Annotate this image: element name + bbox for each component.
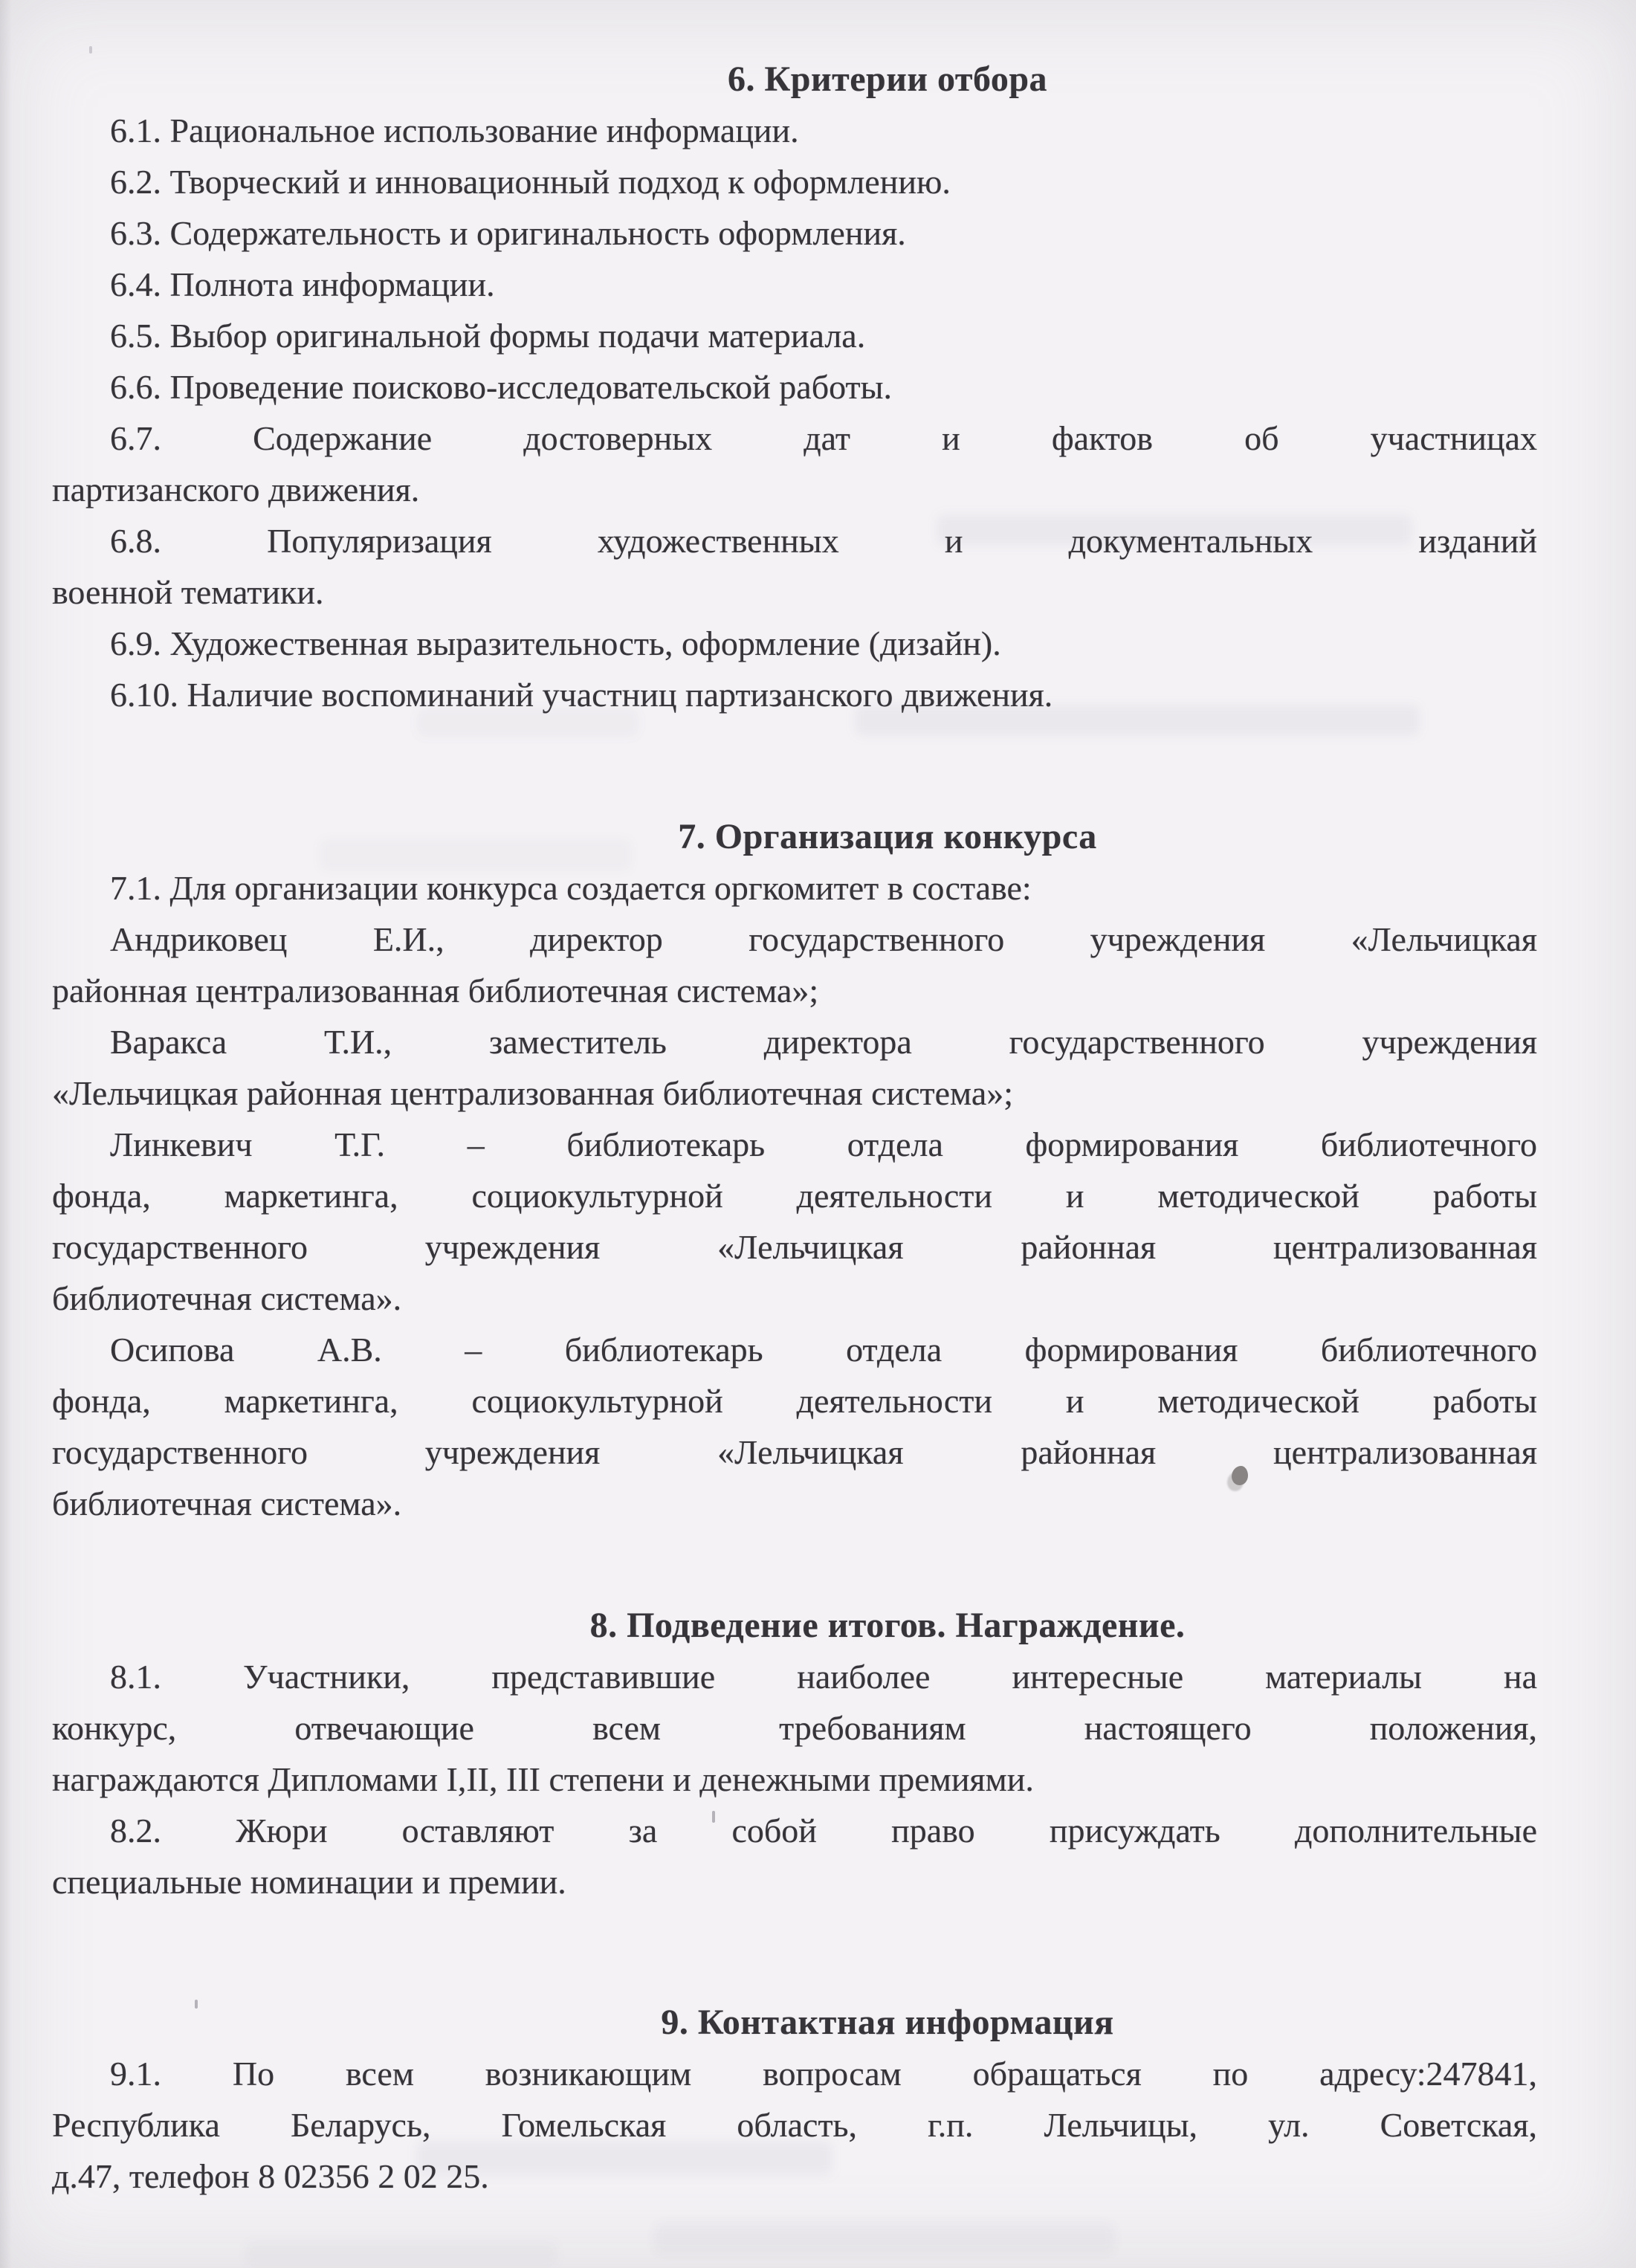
committee-member-line: районная централизованная библиотечная система»;: [52, 972, 819, 1009]
committee-member-line: Варакса Т.И., заместитель директора государственного учреждения: [110, 1023, 1537, 1061]
section-7-organization: [52, 811, 1537, 1529]
bleed-through-artifact: [245, 2241, 557, 2267]
committee-member-line: Осипова А.В. – библиотекарь отдела формирования библиотечного: [110, 1331, 1537, 1369]
criteria-item: 6.6. Проведение поисково-исследовательской работы.: [110, 368, 893, 406]
committee-member-line: государственного учреждения «Лельчицкая районная централизованная: [52, 1433, 1537, 1471]
section-7-heading: 7. Организация конкурса: [678, 817, 1097, 856]
committee-member-line: фонда, маркетинга, социокультурной деятельности и методической работы: [52, 1382, 1537, 1420]
committee-member-line: Андриковец Е.И., директор государственного учреждения «Лельчицкая: [110, 920, 1537, 958]
criteria-item: 6.7. Содержание достоверных дат и фактов об участницах: [110, 419, 1537, 457]
criteria-item-continuation: военной тематики.: [52, 573, 324, 611]
scan-edge-shadow: [0, 0, 12, 2268]
awards-clause-line: 8.1. Участники, представившие наиболее интересные материалы на: [110, 1658, 1537, 1696]
committee-member-line: «Лельчицкая районная централизованная библиотечная система»;: [52, 1074, 1014, 1112]
section-9-heading: 9. Контактная информация: [661, 2003, 1114, 2042]
criteria-item: 6.9. Художественная выразительность, оформление (дизайн).: [110, 624, 1001, 662]
contact-info-line: д.47, телефон 8 02356 2 02 25.: [52, 2157, 489, 2195]
section-8-heading: 8. Подведение итогов. Награждение.: [589, 1606, 1186, 1645]
section-9-contacts: [52, 1997, 1537, 2202]
awards-clause-line: специальные номинации и премии.: [52, 1863, 566, 1901]
criteria-item: 6.5. Выбор оригинальной формы подачи материала.: [110, 317, 866, 355]
committee-member-line: Линкевич Т.Г. – библиотекарь отдела формирования библиотечного: [110, 1125, 1537, 1163]
awards-clause-line: конкурс, отвечающие всем требованиям настоящего положения,: [52, 1709, 1537, 1747]
awards-clause-line: награждаются Дипломами I,II, III степени и денежными премиями.: [52, 1760, 1034, 1798]
criteria-item: 6.8. Популяризация художественных и документальных изданий: [110, 522, 1537, 560]
scan-speck: [89, 46, 92, 54]
section-6-criteria: [52, 54, 1537, 720]
document-content: [52, 54, 1537, 2202]
bleed-through-artifact: [654, 2223, 1115, 2254]
criteria-item: 6.10. Наличие воспоминаний участниц партизанского движения.: [110, 676, 1053, 714]
contact-info-line: 9.1. По всем возникающим вопросам обращаться по адресу:247841,: [110, 2055, 1537, 2093]
committee-member-line: библиотечная система».: [52, 1484, 402, 1522]
criteria-item: 6.3. Содержательность и оригинальность оформления.: [110, 214, 906, 252]
organization-clause: 7.1. Для организации конкурса создается оргкомитет в составе:: [110, 869, 1032, 907]
committee-member-line: фонда, маркетинга, социокультурной деятельности и методической работы: [52, 1177, 1537, 1215]
criteria-item-continuation: партизанского движения.: [52, 471, 420, 508]
criteria-item: 6.1. Рациональное использование информации.: [110, 112, 799, 149]
section-6-heading: 6. Критерии отбора: [727, 59, 1048, 99]
committee-member-line: библиотечная система».: [52, 1279, 402, 1317]
criteria-item: 6.2. Творческий и инновационный подход к оформлению.: [110, 163, 951, 201]
criteria-item: 6.4. Полнота информации.: [110, 265, 495, 303]
awards-clause-line: 8.2. Жюри оставляют за собой право присуждать дополнительные: [110, 1812, 1537, 1849]
contact-info-line: Республика Беларусь, Гомельская область, г.п. Лельчицы, ул. Советская,: [52, 2106, 1537, 2144]
committee-member-line: государственного учреждения «Лельчицкая районная централизованная: [52, 1228, 1537, 1266]
section-8-awards: [52, 1600, 1537, 1907]
